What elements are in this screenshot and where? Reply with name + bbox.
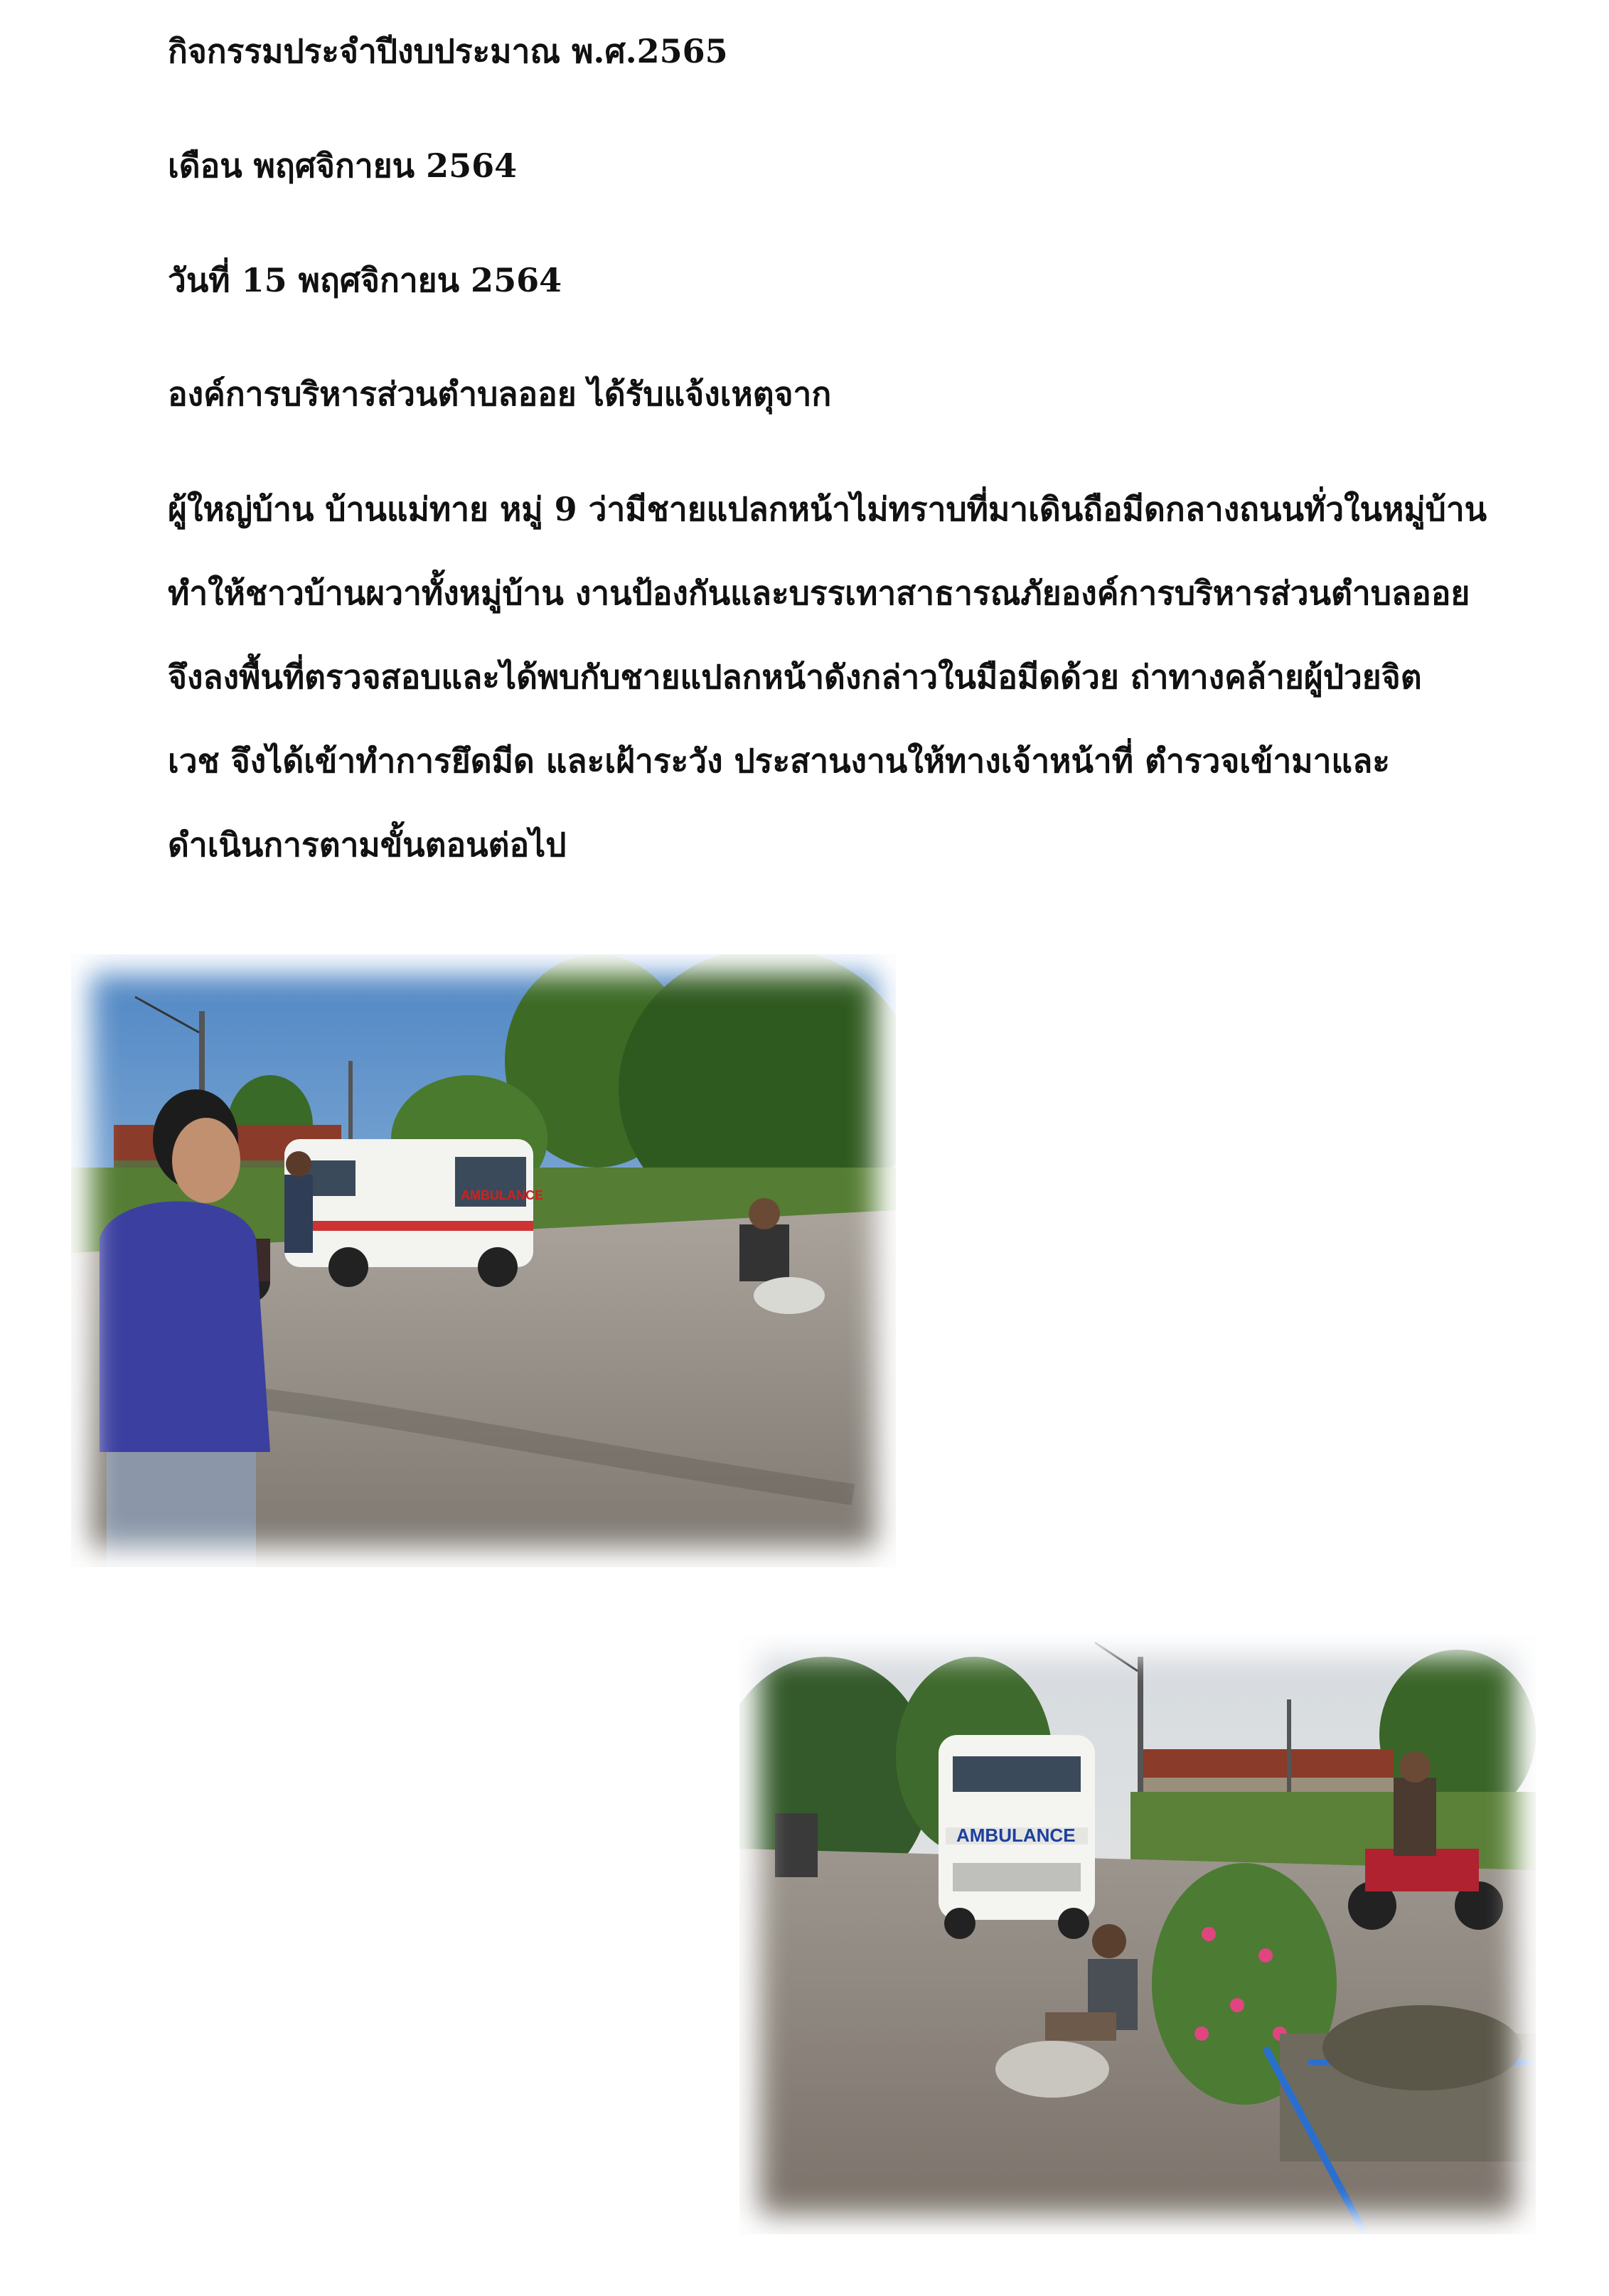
- incident-photo-2-image: [739, 1635, 1536, 2234]
- body-line-1: ผู้ใหญ่บ้าน บ้านแม่ทาย หมู่ 9 ว่ามีชายแปลกหน้าไม่ทราบที่มาเดินถือมีดกลางถนนทั่วในหมู่บ้าน: [168, 490, 1487, 528]
- ambulance: [939, 1735, 1095, 1939]
- report-intro: องค์การบริหารส่วนตำบลออย ได้รับแจ้งเหตุจาก: [168, 375, 832, 413]
- body-line-2: ทำให้ชาวบ้านผวาทั้งหมู่บ้าน งานป้องกันและบรรเทาสาธารณภัยองค์การบริหารส่วนตำบลออย: [168, 574, 1470, 612]
- ambulance: [284, 1139, 543, 1287]
- ambulance-label: AMBULANCE: [461, 1188, 543, 1202]
- body-line-3: จึงลงพื้นที่ตรวจสอบและได้พบกับชายแปลกหน้าดังกล่าวในมือมีดด้วย ถ่าทางคล้ายผู้ป่วยจิต: [168, 658, 1422, 696]
- fiscal-year-heading: กิจกรรมประจำปีงบประมาณ พ.ศ.2565: [168, 32, 728, 70]
- date-heading: วันที่ 15 พฤศจิกายน 2564: [168, 261, 562, 299]
- incident-photo-1: [71, 954, 896, 1567]
- incident-photo-1-image: [71, 954, 896, 1567]
- ambulance-label: AMBULANCE: [956, 1825, 1076, 1846]
- incident-photo-2: [739, 1635, 1536, 2234]
- body-line-4: เวช จึงได้เข้าทำการยึดมีด และเฝ้าระวัง ประสานงานให้ทางเจ้าหน้าที่ ตำรวจเข้ามาและ: [168, 742, 1390, 780]
- month-heading: เดือน พฤศจิกายน 2564: [168, 146, 518, 185]
- body-line-5: ดำเนินการตามขั้นตอนต่อไป: [168, 826, 567, 864]
